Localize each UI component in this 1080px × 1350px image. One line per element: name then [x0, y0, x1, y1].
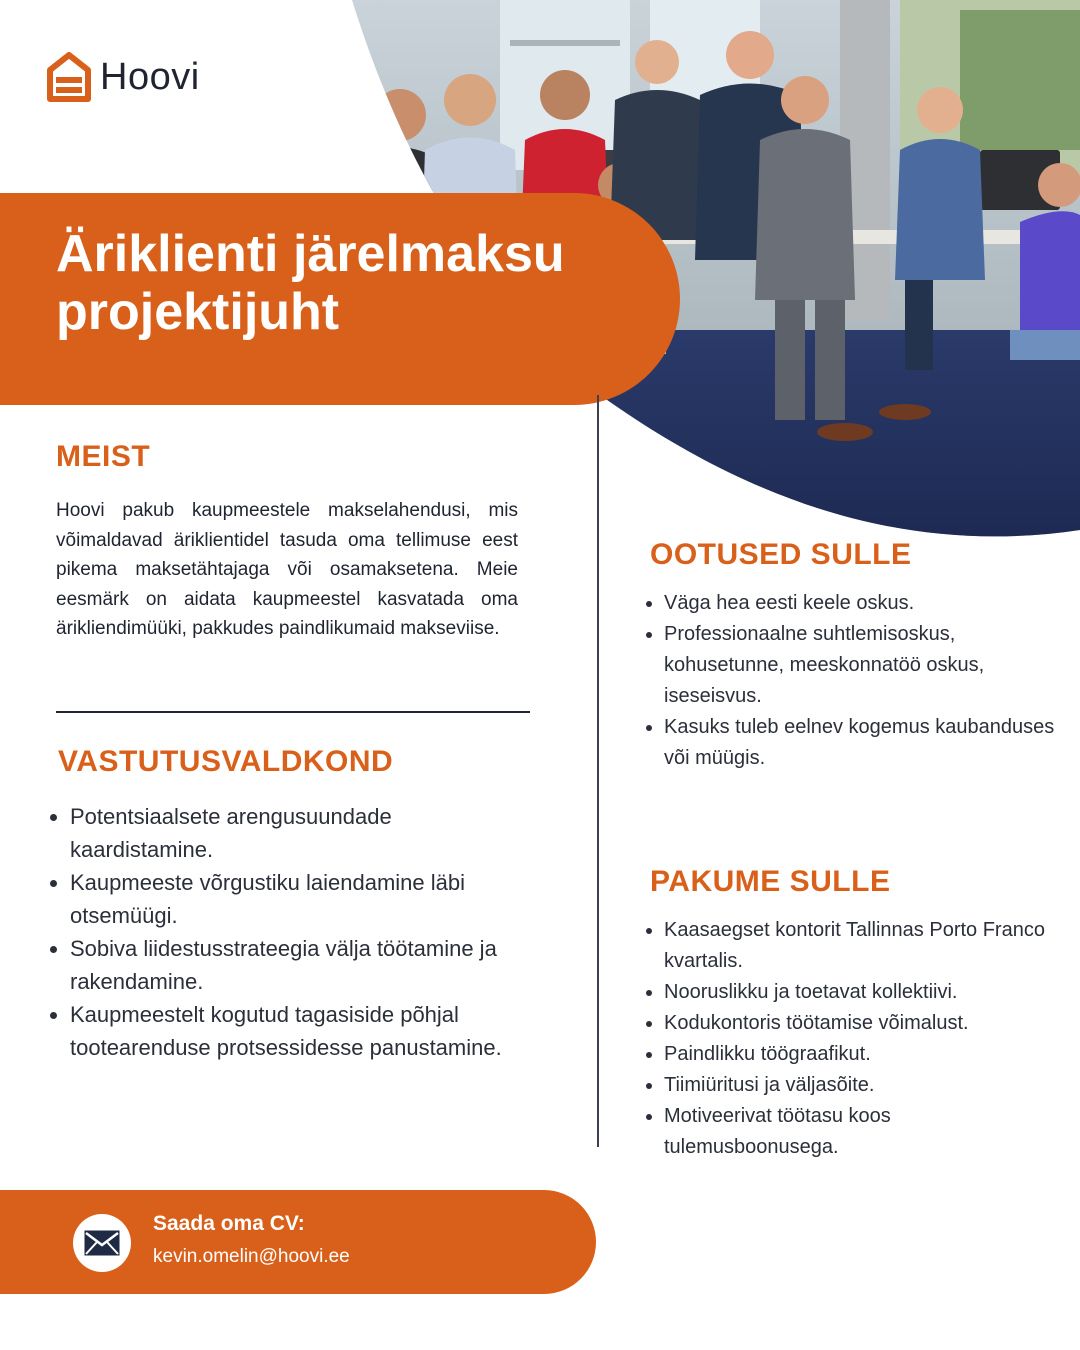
- list-item: • Kaupmeeste võrgustiku laiendamine läbi otsemüügi.: [70, 866, 540, 932]
- responsibilities-heading: VASTUTUSVALDKOND: [58, 745, 394, 778]
- list-item: • Kaasaegset kontorit Tallinnas Porto Franco kvartalis.: [664, 915, 1064, 977]
- hoovi-logo: [46, 52, 200, 102]
- column-divider: [597, 395, 599, 1147]
- list-item: • Potentsiaalsete arengusuundade kaardistamine.: [70, 800, 540, 866]
- house-logo-icon: [46, 52, 92, 102]
- page-title: Äriklienti järelmaksu projektijuht: [56, 225, 565, 341]
- section-divider: [56, 711, 530, 713]
- offer-heading: PAKUME SULLE: [650, 865, 891, 898]
- expectations-list: [642, 588, 1064, 774]
- about-text: Hoovi pakub kaupmeestele makselahendusi, mis võimaldavad äriklientidel tasuda oma tellimuse eest pikema maksetähtajaga või osamaksetena. Meie eesmärk on aidata kaupmeestel kasvatada oma ärikliendimüüki, pakkudes paindlikumaid makseviise.: [56, 500, 518, 639]
- about-heading: MEIST: [56, 440, 151, 473]
- contact-label: Saada oma CV:: [153, 1212, 305, 1235]
- list-item: • Nooruslikku ja toetavat kollektiivi.: [664, 977, 1064, 1008]
- expectations-heading: OOTUSED SULLE: [650, 538, 912, 571]
- list-item: • Sobiva liidestusstrateegia välja töötamine ja rakendamine.: [70, 932, 540, 998]
- list-item: • Paindlikku töögraafikut.: [664, 1039, 1064, 1070]
- list-item: • Motiveerivat töötasu koos tulemusboonusega.: [664, 1101, 1064, 1163]
- contact-email-link[interactable]: kevin.omelin@hoovi.ee: [153, 1246, 350, 1267]
- list-item: • Kasuks tuleb eelnev kogemus kaubanduses või müügis.: [664, 712, 1064, 774]
- list-item: • Tiimiüritusi ja väljasõite.: [664, 1070, 1064, 1101]
- list-item: • Professionaalne suhtlemisoskus, kohusetunne, meeskonnatöö oskus, iseseisvus.: [664, 619, 1064, 712]
- list-item: • Kodukontoris töötamise võimalust.: [664, 1008, 1064, 1039]
- list-item: • Kaupmeestelt kogutud tagasiside põhjal tootearenduse protsessidesse panustamine.: [70, 998, 540, 1064]
- envelope-icon: [73, 1214, 131, 1272]
- offer-list: [642, 915, 1064, 1163]
- list-item: • Väga hea eesti keele oskus.: [664, 588, 1064, 619]
- responsibilities-list: [48, 800, 540, 1064]
- brand-name: Hoovi: [100, 55, 200, 98]
